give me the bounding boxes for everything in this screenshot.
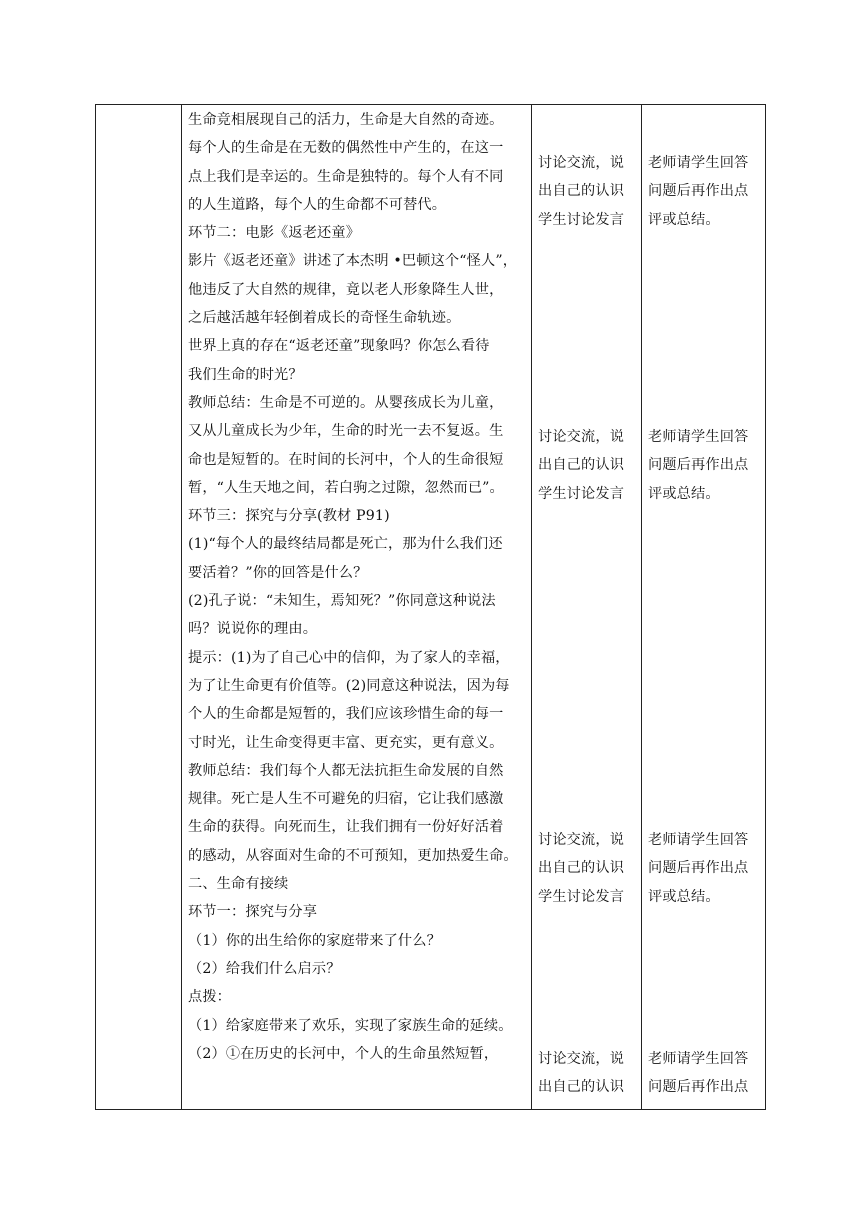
content-line: 命也是短暂的。在时间的长河中，个人的生命很短 — [188, 451, 504, 468]
teacher-activity-line: 问题后再作出点 — [648, 1079, 749, 1096]
student-activity-cell-2 — [538, 423, 638, 508]
content-line: 环节二：电影《返老还童》 — [188, 225, 361, 242]
teacher-activity-line: 老师请学生回答 — [648, 155, 749, 171]
content-line: (1)“每个人的最终结局都是死亡，那为什么我们还 — [188, 536, 503, 553]
content-line: 的人生道路，每个人的生命都不可替代。 — [188, 196, 447, 213]
student-activity-line: 出自己的认识 — [538, 457, 625, 474]
content-line: 提示：(1)为了自己心中的信仰，为了家人的幸福， — [188, 649, 510, 666]
content-line: 个人的生命都是短暂的，我们应该珍惜生命的每一 — [188, 706, 504, 723]
lesson-plan-table — [95, 104, 766, 1110]
content-line: 生命竞相展现自己的活力，生命是大自然的奇迹。 — [188, 112, 504, 128]
content-line: 吗？说说你的理由。 — [188, 621, 318, 638]
content-line: 他违反了大自然的规律，竟以老人形象降生人世， — [188, 281, 504, 298]
content-line: 环节三：探究与分享(教材 P91) — [188, 508, 390, 525]
content-line: 环节一：探究与分享 — [188, 904, 318, 921]
teacher-activity-line: 问题后再作出点 — [648, 183, 749, 200]
student-activity-cell-3 — [538, 826, 638, 911]
student-activity-line: 讨论交流，说 — [538, 1051, 625, 1067]
content-line: 我们生命的时光？ — [188, 366, 303, 383]
content-line: 又从儿童成长为少年，生命的时光一去不复返。生 — [188, 423, 504, 440]
content-line: 影片《返老还童》讲述了本杰明 •巴顿这个“怪人”， — [188, 253, 518, 270]
content-line: 规律。死亡是人生不可避免的归宿，它让我们感激 — [188, 791, 504, 808]
teacher-activity-line: 评或总结。 — [648, 485, 720, 502]
teacher-activity-line: 老师请学生回答 — [648, 832, 749, 848]
content-line: 点上我们是幸运的。生命是独特的。每个人有不同 — [188, 168, 504, 185]
content-line: 点拨： — [188, 989, 232, 1006]
teaching-content-column — [188, 106, 524, 1068]
teacher-activity-cell-2 — [648, 423, 764, 508]
content-line: 每个人的生命是在无数的偶然性中产生的，在这一 — [188, 140, 504, 157]
student-activity-line: 出自己的认识 — [538, 1079, 625, 1096]
column-divider-2 — [531, 105, 532, 1109]
teacher-activity-cell-4 — [648, 1045, 764, 1102]
content-line: 二、生命有接续 — [188, 876, 289, 893]
teacher-activity-cell-1 — [648, 149, 764, 234]
content-line: 寸时光，让生命变得更丰富、更充实，更有意义。 — [188, 734, 504, 751]
student-activity-line: 讨论交流，说 — [538, 429, 625, 445]
content-line: （1）给家庭带来了欢乐，实现了家族生命的延续。 — [188, 1017, 513, 1034]
student-activity-line: 出自己的认识 — [538, 860, 625, 877]
content-line: 的感动，从容面对生命的不可预知，更加热爱生命。 — [188, 847, 518, 864]
student-activity-line: 讨论交流，说 — [538, 832, 625, 848]
student-activity-line: 讨论交流，说 — [538, 155, 625, 171]
content-line: 世界上真的存在“返老还童”现象吗？你怎么看待 — [188, 338, 490, 355]
teacher-activity-line: 评或总结。 — [648, 888, 720, 905]
student-activity-line: 学生讨论发言 — [538, 888, 625, 905]
content-line: 要活着？”你的回答是什么？ — [188, 564, 368, 581]
teacher-activity-line: 老师请学生回答 — [648, 1051, 749, 1067]
student-activity-line: 学生讨论发言 — [538, 485, 625, 502]
student-activity-line: 出自己的认识 — [538, 183, 625, 200]
content-line: 为了让生命更有价值等。(2)同意这种说法，因为每 — [188, 677, 510, 694]
student-activity-cell-1 — [538, 149, 638, 234]
student-activity-line: 学生讨论发言 — [538, 211, 625, 228]
teacher-activity-line: 评或总结。 — [648, 211, 720, 228]
teacher-activity-line: 问题后再作出点 — [648, 457, 749, 474]
teacher-activity-line: 问题后再作出点 — [648, 860, 749, 877]
content-line: 教师总结：我们每个人都无法抗拒生命发展的自然 — [188, 762, 504, 779]
content-line: 暂，“人生天地之间，若白驹之过隙，忽然而已”。 — [188, 479, 504, 496]
content-line: （1）你的出生给你的家庭带来了什么？ — [188, 932, 441, 949]
content-line: (2)孔子说：“未知生，焉知死？”你同意这种说法 — [188, 593, 496, 610]
teacher-activity-line: 老师请学生回答 — [648, 429, 749, 445]
content-line: （2）给我们什么启示？ — [188, 960, 341, 977]
column-divider-3 — [641, 105, 642, 1109]
content-line: 之后越活越年轻倒着成长的奇怪生命轨迹。 — [188, 310, 461, 327]
content-line: 生命的获得。向死而生，让我们拥有一份好好活着 — [188, 819, 504, 836]
column-divider-1 — [181, 105, 182, 1109]
content-line: 教师总结：生命是不可逆的。从婴孩成长为儿童， — [188, 394, 504, 411]
content-line: （2）①在历史的长河中，个人的生命虽然短暂， — [188, 1045, 499, 1062]
teacher-activity-cell-3 — [648, 826, 764, 911]
student-activity-cell-4 — [538, 1045, 638, 1102]
